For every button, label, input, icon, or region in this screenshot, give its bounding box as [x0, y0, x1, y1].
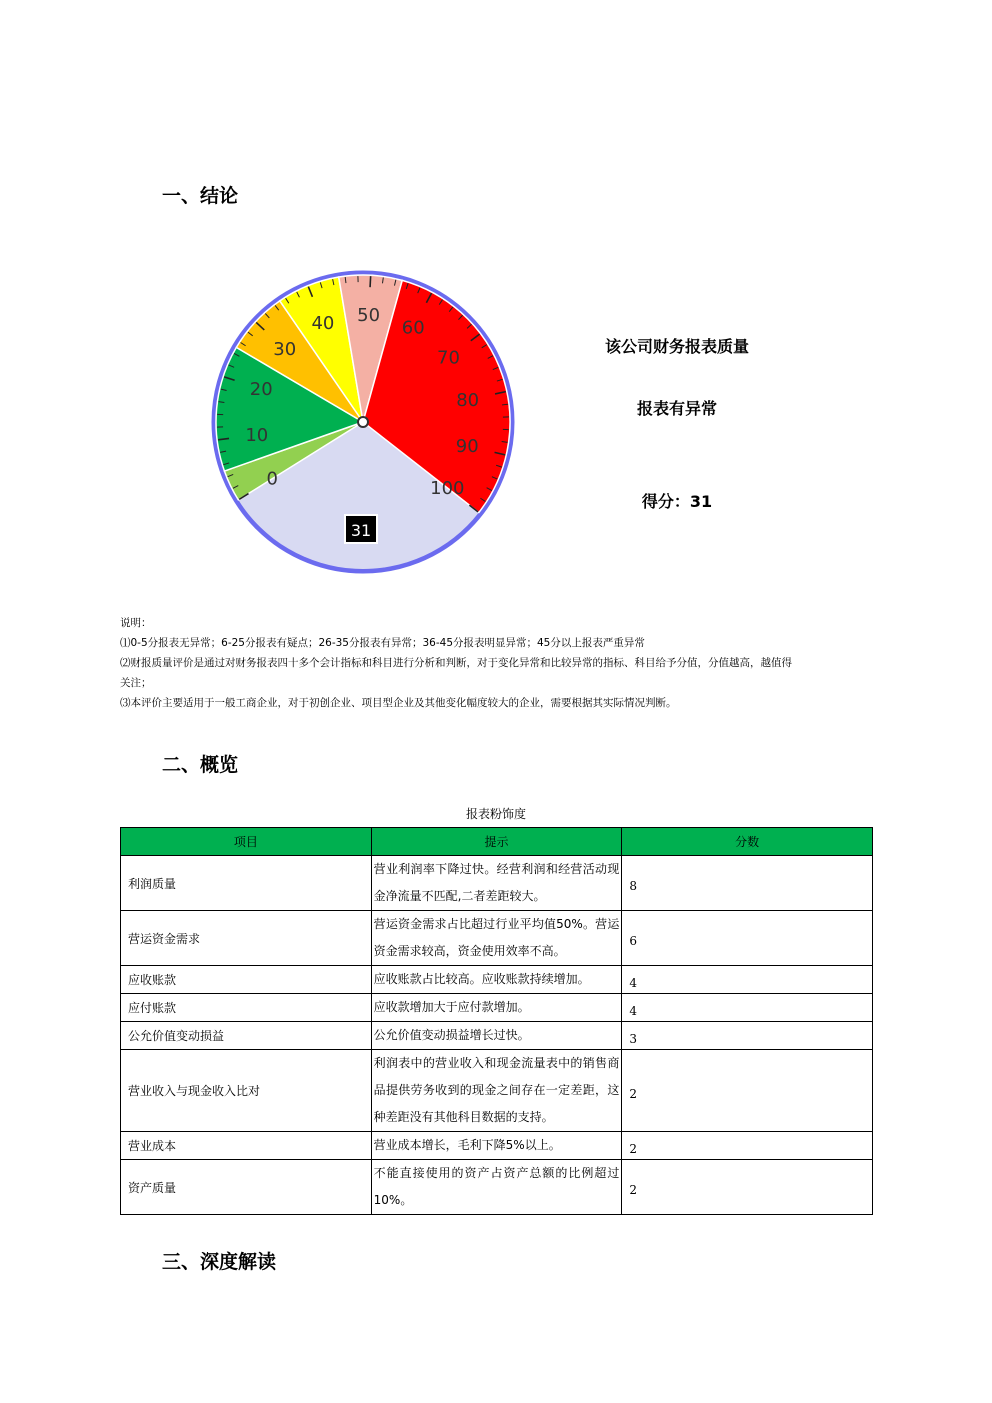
- notes: [120, 613, 880, 713]
- row-item: 应付账款: [121, 994, 372, 1022]
- table-row: [121, 1050, 873, 1132]
- row-item: 营业成本: [121, 1132, 372, 1160]
- row-item: 利润质量: [121, 856, 372, 911]
- col-header-score: 分数: [622, 828, 873, 856]
- row-hint: 应收账款占比较高。应收账款持续增加。: [371, 966, 622, 994]
- gauge-tick: [370, 276, 371, 287]
- gauge-tick-label: 90: [455, 436, 479, 458]
- notes-line-2b: 关注；: [120, 677, 152, 689]
- score-gauge: [200, 255, 530, 585]
- gauge-pivot: [358, 417, 368, 427]
- notes-line-3: ⑶本评价主要适用于一般工商企业，对于初创企业、项目型企业及其他变化幅度较大的企业，需要根据其实际情况判断。: [120, 697, 677, 709]
- quality-status: 报表有异常: [636, 399, 717, 418]
- row-hint: 营运资金需求占比超过行业平均值50%。营运资金需求较高，资金使用效率不高。: [371, 911, 622, 966]
- gauge-score-value: 31: [350, 521, 372, 540]
- notes-line-1: ⑴0-5分报表无异常；6-25分报表有疑点；26-35分报表有异常；36-45分报表明显异常；45分以上报表严重异常: [120, 637, 645, 649]
- table-row: [121, 966, 873, 994]
- section-heading-overview: 二、概览: [162, 754, 239, 776]
- gauge-tick-label: 20: [249, 378, 273, 400]
- gauge-tick-label: 70: [437, 347, 460, 369]
- row-score: 4: [622, 966, 873, 994]
- row-hint: 营业利润率下降过快。经营利润和经营活动现金净流量不匹配,二者差距较大。: [371, 856, 622, 911]
- table-row: [121, 1022, 873, 1050]
- row-item: 营业收入与现金收入比对: [121, 1050, 372, 1132]
- row-score: 6: [622, 911, 873, 966]
- gauge-tick-label: 80: [456, 389, 480, 411]
- gauge-tick-label: 0: [266, 468, 278, 490]
- row-item: 资产质量: [121, 1160, 372, 1215]
- col-header-item: 项目: [121, 828, 372, 856]
- row-score: 3: [622, 1022, 873, 1050]
- row-hint: 不能直接使用的资产占资产总额的比例超过10%。: [371, 1160, 622, 1215]
- notes-header: 说明：: [120, 617, 152, 629]
- row-score: 4: [622, 994, 873, 1022]
- row-hint: 营业成本增长，毛利下降5%以上。: [371, 1132, 622, 1160]
- gauge-tick-label: 30: [273, 339, 297, 361]
- table-caption: 报表粉饰度: [465, 807, 526, 821]
- row-hint: 应收款增加大于应付款增加。: [371, 994, 622, 1022]
- gauge-tick-label: 60: [401, 317, 425, 339]
- gauge-tick-label: 10: [245, 425, 269, 447]
- table-header-row: [121, 828, 873, 856]
- table-row: [121, 994, 873, 1022]
- row-score: 2: [622, 1050, 873, 1132]
- gauge-tick-label: 40: [311, 312, 335, 334]
- whitewash-table: [120, 827, 873, 1215]
- row-item: 公允价值变动损益: [121, 1022, 372, 1050]
- table-row: [121, 911, 873, 966]
- row-score: 2: [622, 1160, 873, 1215]
- table-row: [121, 1132, 873, 1160]
- section-heading-conclusion: 一、结论: [162, 185, 239, 207]
- gauge-tick-label: 50: [357, 305, 381, 327]
- quality-title: 该公司财务报表质量: [604, 337, 749, 356]
- gauge-tick-label: 100: [430, 477, 465, 499]
- notes-line-2a: ⑵财报质量评价是通过对财务报表四十多个会计指标和科目进行分析和判断，对于变化异常和比较异常的指标、科目给予分值，分值越高，越值得: [120, 657, 792, 669]
- row-hint: 公允价值变动损益增长过快。: [371, 1022, 622, 1050]
- table-row: [121, 856, 873, 911]
- row-score: 2: [622, 1132, 873, 1160]
- col-header-hint: 提示: [371, 828, 622, 856]
- table-row: [121, 1160, 873, 1215]
- row-score: 8: [622, 856, 873, 911]
- row-item: 营运资金需求: [121, 911, 372, 966]
- row-hint: 利润表中的营业收入和现金流量表中的销售商品提供劳务收到的现金之间存在一定差距，这种差距没有其他科目数据的支持。: [371, 1050, 622, 1132]
- section-heading-deep-analysis: 三、深度解读: [162, 1251, 277, 1273]
- row-item: 应收账款: [121, 966, 372, 994]
- quality-score: 得分：31: [641, 492, 713, 511]
